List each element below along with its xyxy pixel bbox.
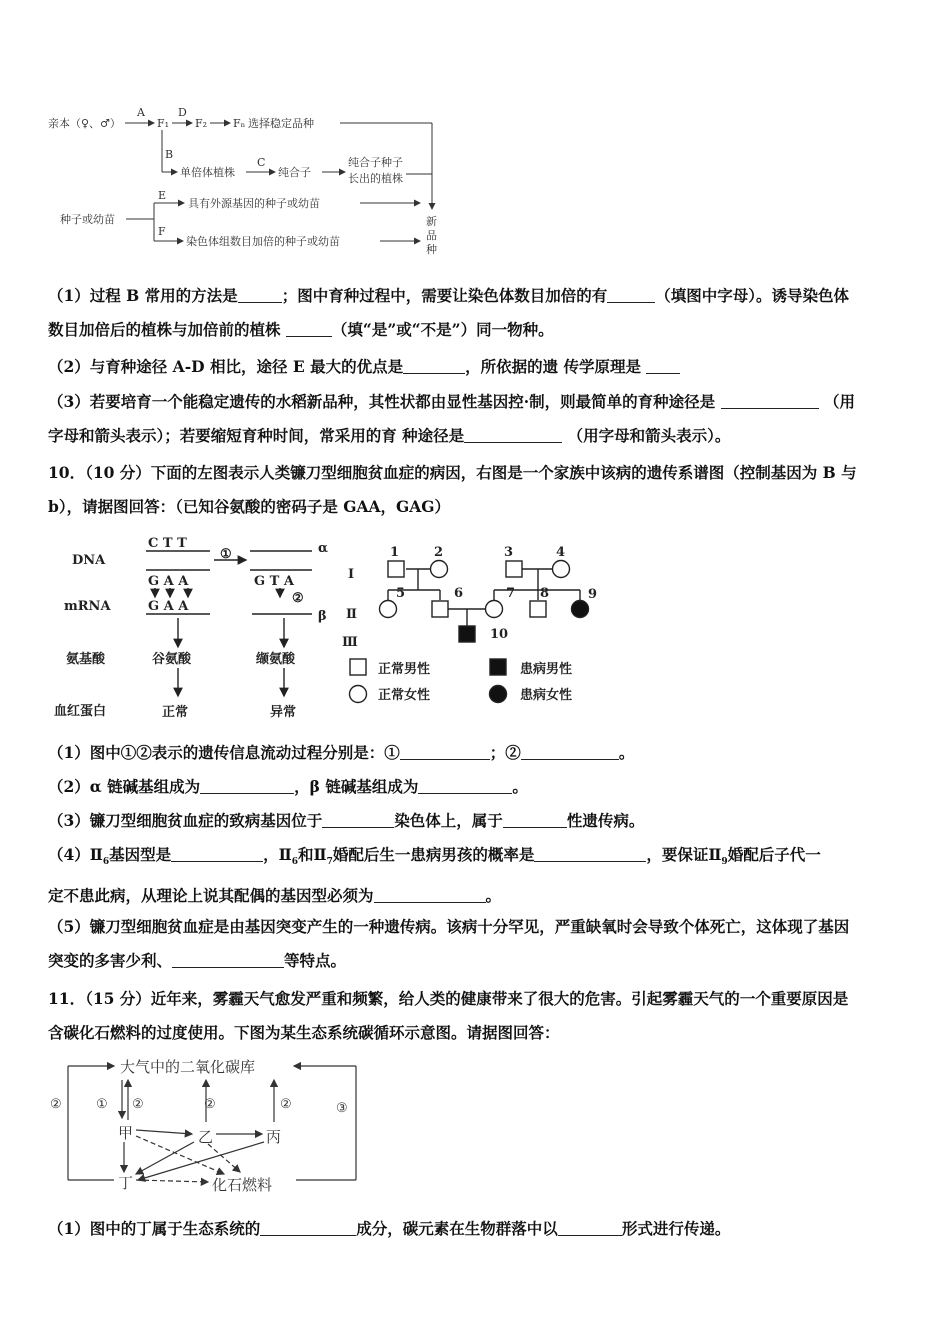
answer-blank[interactable] <box>171 843 263 862</box>
n1: 1 <box>390 545 400 560</box>
f1-label: F₁ <box>157 117 170 130</box>
n4: 4 <box>556 545 566 560</box>
arrow-a-label: A <box>137 106 145 119</box>
fn-label: Fₙ <box>233 117 246 130</box>
node-ding: 丁 <box>118 1174 134 1192</box>
answer-blank[interactable] <box>534 843 646 862</box>
legend-normal-female-icon <box>350 686 367 703</box>
q10-heading: 10．（10 分）下面的左图表示人类镰刀型细胞贫血症的病因，右图是一个家族中该病的遗传系谱图（控制基因为 B 与 b），请据图回答：（已知谷氨酸的密码子是 GAA，GAG） <box>48 463 857 516</box>
legend-normal-female: 正常女性 <box>378 688 431 703</box>
val-label: 缬氨酸 <box>256 652 296 667</box>
pedigree-female-5 <box>380 601 397 618</box>
answer-blank[interactable] <box>503 809 567 828</box>
answer-blank[interactable] <box>721 390 819 409</box>
pedigree-male-6 <box>432 601 448 617</box>
ctt-seq: C T T <box>148 536 187 551</box>
answer-blank[interactable] <box>521 741 619 760</box>
step1-label: ① <box>220 547 232 562</box>
q9-part3: （3）若要培育一个能稳定遗传的水稻新品种，其性状都由显性基因控·制，则最简单的育种途径是 （用 字母和箭头表示）；若要缩短育种时间，常采用的育 种途径是 （用字母和箭头表示）。 <box>48 392 856 445</box>
gaa-seq: G A A <box>148 574 189 589</box>
legend-normal-male: 正常男性 <box>378 662 431 677</box>
mrna-gaa-seq: G A A <box>148 599 189 614</box>
arrow-b-label: B <box>165 148 174 161</box>
step2-label: ② <box>292 591 304 606</box>
pedigree-female-4 <box>553 561 570 578</box>
new-label-1: 新 <box>426 215 437 228</box>
alpha-label: α <box>318 541 329 556</box>
circle-3: ③ <box>336 1101 348 1116</box>
beta-label: β <box>318 609 327 624</box>
dna-label: DNA <box>72 553 106 568</box>
glu-label: 谷氨酸 <box>152 652 192 667</box>
gta-seq: G T A <box>254 574 294 589</box>
q11-part1: （1）图中的丁属于生态系统的 成分，碳元素在生物群落中以 形式进行传递。 <box>48 1219 731 1238</box>
answer-blank[interactable] <box>400 741 490 760</box>
pedigree-affected-male-10 <box>459 626 475 642</box>
circle-2-b: ② <box>204 1097 216 1112</box>
pedigree-affected-female-9 <box>572 601 589 618</box>
n5: 5 <box>396 586 406 601</box>
q10-part1: （1）图中①②表示的遗传信息流动过程分别是：① ；② 。 <box>48 743 635 762</box>
pedigree-female-7 <box>486 601 503 618</box>
parent-label: 亲本（♀、♂） <box>48 117 121 130</box>
n6: 6 <box>454 586 464 601</box>
co2-pool-label: 大气中的二氧化碳库 <box>120 1058 256 1076</box>
haploid-label: 单倍体植株 <box>180 166 235 179</box>
legend-affected-female: 患病女性 <box>520 688 573 703</box>
gen2-label: Ⅱ <box>346 607 357 622</box>
normal-label: 正常 <box>162 705 189 720</box>
carbon-cycle-diagram <box>44 1050 364 1200</box>
n2: 2 <box>434 545 444 560</box>
breeding-diagram <box>40 104 460 264</box>
circle-2-c: ② <box>280 1097 292 1112</box>
arrow-d-label: D <box>178 106 187 119</box>
new-label-3: 种 <box>426 243 437 256</box>
answer-blank[interactable] <box>200 775 294 794</box>
circle-2-a: ② <box>132 1097 144 1112</box>
legend-normal-male-icon <box>350 659 366 675</box>
n8: 8 <box>540 586 550 601</box>
circle-2-left: ② <box>50 1097 62 1112</box>
pedigree-male-3 <box>506 561 522 577</box>
abnormal-label: 异常 <box>270 705 297 720</box>
doubled-label: 染色体组数目加倍的种子或幼苗 <box>186 235 340 248</box>
mrna-label: mRNA <box>64 599 111 614</box>
circle-1: ① <box>96 1097 108 1112</box>
homo-seed-1: 纯合子种子 <box>348 156 403 169</box>
answer-blank[interactable] <box>646 355 680 374</box>
answer-blank[interactable] <box>403 355 465 374</box>
answer-blank[interactable] <box>322 809 394 828</box>
q9-part2: （2）与育种途径 A-D 相比，途径 E 最大的优点是 ，所依据的遗 传学原理是 <box>48 350 910 384</box>
legend-affected-male: 患病男性 <box>520 662 573 677</box>
answer-blank[interactable] <box>464 424 562 443</box>
n9: 9 <box>588 587 598 602</box>
node-bing: 丙 <box>266 1128 282 1146</box>
n3: 3 <box>504 545 514 560</box>
foreign-label: 具有外源基因的种子或幼苗 <box>188 197 320 210</box>
gen1-label: Ⅰ <box>348 567 355 582</box>
answer-blank[interactable] <box>260 1217 356 1236</box>
legend-affected-female-icon <box>490 686 507 703</box>
aa-label: 氨基酸 <box>66 652 106 667</box>
pedigree-chart <box>342 542 622 712</box>
answer-blank[interactable] <box>558 1217 622 1236</box>
q9-part1: （1）过程 B 常用的方法是 ；图中育种过程中，需要让染色体数目加倍的有 （填图中字母）。诱导染色体 数目加倍后的植株与加倍前的植株 （填“是”或“不是”）同一物种。 <box>48 286 849 339</box>
arrow-f-label: F <box>158 225 166 238</box>
answer-blank[interactable] <box>374 884 486 903</box>
node-yi: 乙 <box>198 1128 214 1146</box>
gen3-label: Ⅲ <box>342 635 358 650</box>
arrow-e-label: E <box>158 189 167 202</box>
arrow-c-label: C <box>257 156 266 169</box>
select-label: 选择稳定品种 <box>248 117 314 130</box>
node-jia: 甲 <box>118 1124 134 1142</box>
answer-blank[interactable] <box>607 284 655 303</box>
homozygote-label: 纯合子 <box>278 166 311 179</box>
answer-blank[interactable] <box>286 318 332 337</box>
q10-part3: （3）镰刀型细胞贫血症的致病基因位于 染色体上，属于 性遗传病。 <box>48 811 645 830</box>
pedigree-male-1 <box>388 561 404 577</box>
seed-label: 种子或幼苗 <box>60 213 115 226</box>
answer-blank[interactable] <box>172 949 284 968</box>
fossil-fuel-label: 化石燃料 <box>212 1176 273 1194</box>
new-label-2: 品 <box>426 229 437 242</box>
legend-affected-male-icon <box>490 659 506 675</box>
pedigree-male-8 <box>530 601 546 617</box>
sickle-cell-diagram <box>40 530 340 725</box>
f2-label: F₂ <box>195 117 208 130</box>
answer-blank[interactable] <box>238 284 282 303</box>
n7: 7 <box>506 586 516 601</box>
q10-part2: （2）α 链碱基组成为 ，β 链碱基组成为 。 <box>48 777 528 796</box>
homo-seed-2: 长出的植株 <box>348 172 403 185</box>
hb-label: 血红蛋白 <box>54 704 107 719</box>
answer-blank[interactable] <box>418 775 512 794</box>
q10-part5: （5）镰刀型细胞贫血症是由基因突变产生的一种遗传病。该病十分罕见，严重缺氧时会导致个体死亡，这体现了基因 突变的多害少利、 等特点。 <box>48 917 850 970</box>
n10: 10 <box>490 627 509 642</box>
q11-heading: 11．（15 分）近年来，雾霾天气愈发严重和频繁，给人类的健康带来了很大的危害。引起雾霾天气的一个重要原因是 含碳化石燃料的过度使用。下图为某生态系统碳循环示意图。请据图回答： <box>48 989 849 1042</box>
pedigree-female-2 <box>431 561 448 578</box>
q10-part4: $(4)Ⅱ_6$基因型是 ，$Ⅱ_6$和$Ⅱ_7$婚配后生一患病男孩的概率是 ，要保证$Ⅱ_9$婚配后子代一 定不患此病，从理论上说其配偶的基因型必须为 。 <box>48 845 821 906</box>
